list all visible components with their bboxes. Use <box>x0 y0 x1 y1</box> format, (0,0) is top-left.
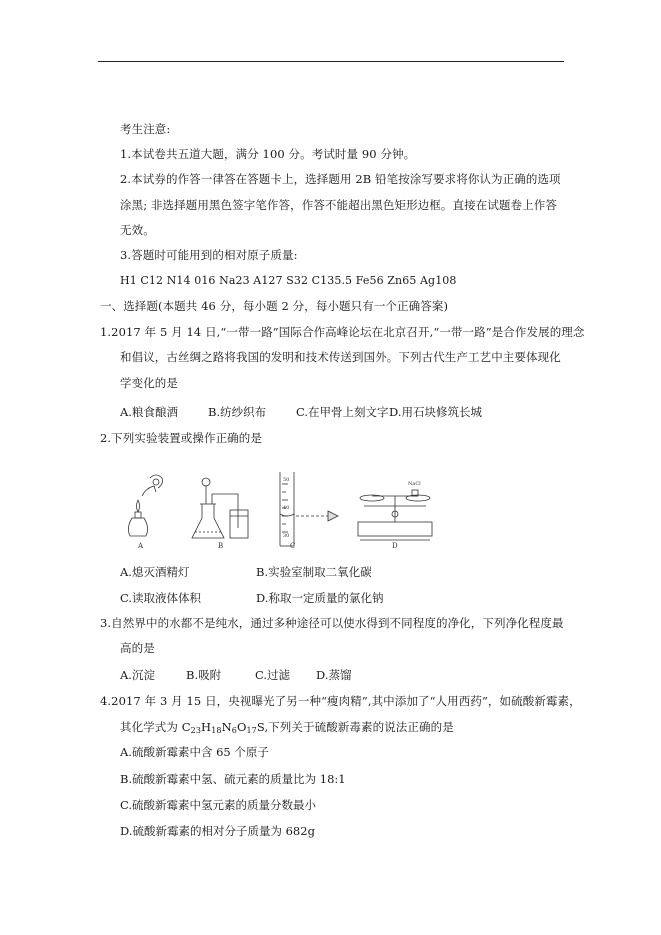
alcohol-lamp-figure <box>128 475 162 536</box>
notice-item-2-line-1: 2.本试券的作答一律答在答题卡上，选择题用 2B 铅笔按涂写要求将你认为正确的选项 <box>120 172 561 186</box>
q2-stem: 2.下列实验装置或操作正确的是 <box>100 431 262 445</box>
formula-h: H <box>201 720 212 734</box>
q3-option-a: A.沉淀 <box>120 668 155 682</box>
cylinder-scale-50: 50 <box>283 477 290 483</box>
section-1-heading: 一、选择题(本题共 46 分，每小题 2 分，每小题只有一个正确答案) <box>100 299 449 313</box>
q3-option-c: C.过滤 <box>255 668 291 682</box>
q4-formula-suffix: S,下列关于硫酸新毒素的说法正确的是 <box>256 720 454 734</box>
figure-label-c: C <box>290 542 296 550</box>
q4-line-1: 4.2017 年 3 月 15 日，央视曝光了另一种“瘦肉精”,其中添加了“人用西药”，如硫酸新霉素， <box>100 694 581 708</box>
notice-title: 考生注意: <box>120 122 171 136</box>
header-rule <box>98 61 564 62</box>
q1-option-a: A.粮食酿酒 <box>120 405 178 419</box>
q2-apparatus-figures <box>120 466 450 556</box>
co2-generator-figure <box>192 478 248 538</box>
cylinder-scale-30: 30 <box>283 533 290 539</box>
q4-option-c: C.硫酸新霉素中氢元素的质量分数最小 <box>120 798 317 812</box>
formula-o: O <box>236 720 247 734</box>
formula-sub-c: 23 <box>190 726 202 735</box>
notice-item-2-line-2: 涂黑; 非选择题用黑色签字笔作答，作答不能超出黑色矩形边框。直接在试题卷上作答 <box>120 198 557 212</box>
q2-option-d: D.称取一定质量的氯化钠 <box>256 591 384 605</box>
q1-option-c: C.在甲骨上刻文字 <box>296 405 389 419</box>
cylinder-scale-40: 40 <box>283 505 290 511</box>
q1-option-b: B.纺纱织布 <box>208 405 267 419</box>
q3-line-2: 高的是 <box>120 641 155 655</box>
formula-sub-h: 18 <box>211 726 222 735</box>
notice-item-3: 3.答题时可能用到的相对原子质量: <box>120 248 298 262</box>
q4-line-2 <box>120 719 454 739</box>
figure-label-d: D <box>392 542 398 550</box>
q4-formula-prefix: 其化学式为 C <box>120 720 191 734</box>
q2-option-a: A.熄灭酒精灯 <box>120 565 190 579</box>
figure-label-b: B <box>218 542 224 550</box>
q3-option-b: B.吸附 <box>186 668 222 682</box>
q1-line-1: 1.2017 年 5 月 14 日,“一带一路”国际合作高峰论坛在北京召开,“一带一路”是合作发展的理念 <box>100 325 585 339</box>
formula-sub-n: 6 <box>231 726 237 735</box>
balance-nacl-label: NaCl <box>408 481 421 487</box>
q1-option-d: D.用石块修筑长城 <box>389 405 482 419</box>
figure-label-a: A <box>138 542 144 550</box>
q1-line-2: 和倡议，古丝绸之路将我国的发明和技术传送到国外。下列古代生产工艺中主要体现化 <box>120 350 561 364</box>
q3-option-d: D.蒸馏 <box>316 668 352 682</box>
notice-item-1: 1.本试卷共五道大题，满分 100 分。考试时量 90 分钟。 <box>120 147 416 161</box>
q3-line-1: 3.自然界中的水都不是纯水，通过多种途径可以使水得到不同程度的净化，下列净化程度最 <box>100 616 564 630</box>
balance-figure <box>358 490 432 540</box>
q4-option-b: B.硫酸新霉素中氢、硫元素的质量比为 18:1 <box>120 772 346 786</box>
atomic-masses: H1 C12 N14 016 Na23 A127 S32 C135.5 Fe56 Zn65 Ag108 <box>120 274 457 287</box>
formula-sub-o: 17 <box>246 726 257 735</box>
q4-option-a: A.硫酸新霉素中含 65 个原子 <box>120 745 269 759</box>
formula-n: N <box>221 720 232 734</box>
q1-line-3: 学变化的是 <box>120 376 178 390</box>
q4-option-d: D.硫酸新霉素的相对分子质量为 682g <box>120 824 315 838</box>
q2-option-b: B.实验室制取二氧化碳 <box>256 565 372 579</box>
notice-item-2-line-3: 无效。 <box>120 223 155 237</box>
q2-option-c: C.读取液体体积 <box>120 591 202 605</box>
